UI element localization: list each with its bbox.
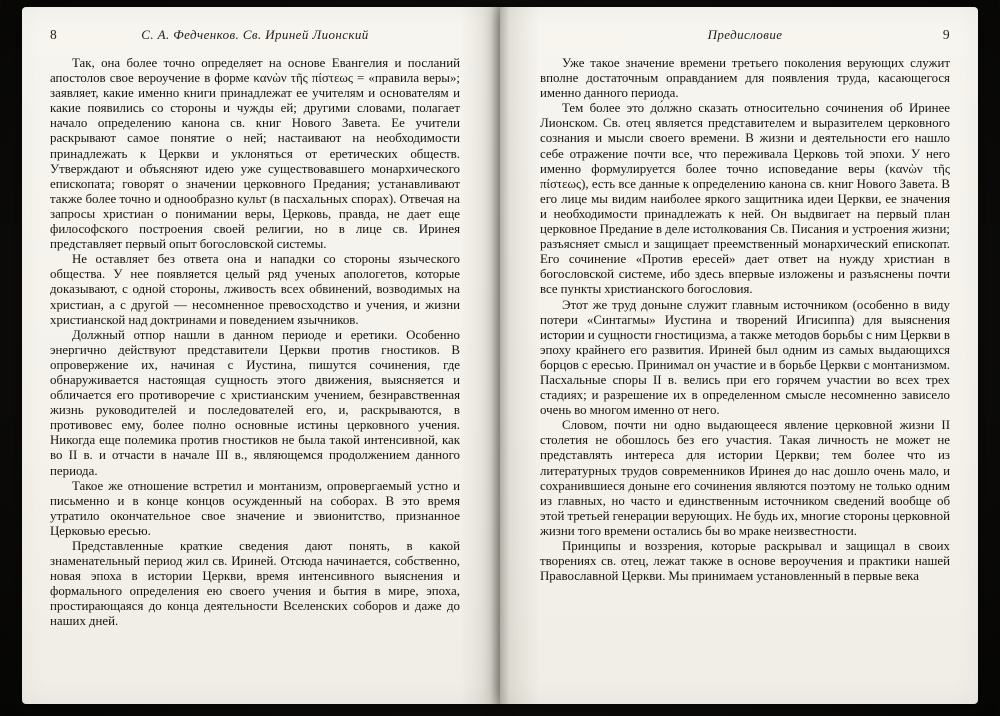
body-text-right	[540, 56, 950, 584]
paragraph: Тем более это до́лжно сказать относительно сочинения об Иринее Лионском. Св. отец является представителем и выразителем церковного сознания и мысли своего времени. В жизни и деятельности его нашло себе отражение почти все, что переживала Церковь той эпохи. У него именно формулируется более точно исповедание веры (κανὼν τῆς πίστεως), есть все данные к определению канона св. книг Нового Завета. В его лице мы видим наиболее яркого защитника идеи Церкви, ее значения и необходимости принадлежать к ней. Он выдвигает на первый план церковное Предание в деле истолкования Св. Писания и устроения жизни; разъясняет смысл и защищает преемственный монархический епископат. Его сочинение «Против ересей» дает ответ на нужду христиан в богословской системе, ибо здесь впервые изложены и разъяснены почти все пункты христианского богословия.	[540, 101, 950, 297]
running-header-title-left: С. А. Федченков. Св. Ириней Лионский	[141, 27, 369, 42]
page-number-left: 8	[50, 27, 58, 42]
page-left-content	[50, 27, 460, 686]
paragraph: Не оставляет без ответа она и нападки со стороны языческого общества. У нее появляется целый ряд ученых апологетов, которые доказывают, с одной стороны, лживость всех обвинений, возводимых на христиан, а с другой — несомненное превосходство и учения, и жизни христианской над доктринами и поведением язычников.	[50, 252, 460, 327]
paragraph: Этот же труд доныне служит главным источником (особенно в виду потери «Синтагмы» Иустина и творений Игисиппа) для выяснения истории и сущности гностицизма, а также методов борьбы с ним Церкви в эпоху крайнего его развития. Ириней был одним из самых выдающихся борцов с ересью. Принимал он участие и в борьбе Церкви с монтанизмом. Пасхальные споры II в. велись при его горячем участии во всех трех стадиях; и разрешение их в определенном смысле несомненно зависело очень во многом именно от него.	[540, 297, 950, 418]
paragraph: Уже такое значение времени третьего поколения верующих служит вполне достаточным оправданием для появления труда, касающегося именно данного периода.	[540, 56, 950, 101]
running-head-right	[540, 27, 950, 43]
paragraph: Словом, почти ни одно выдающееся явление церковной жизни II столетия не обошлось без его участия. Такая личность не может не представлять интереса для истории Церкви; тем более что из литературных трудов современников Иринея до нас дошло очень мало, и сохранившиеся доныне его сочинения являются поэтому не только одним из главных, но часто и единственным источником сведений вообще об этой третьей генерации верующих. Не будь их, многие стороны церковной жизни того времени остались бы во мраке неизвестности.	[540, 418, 950, 538]
page-left	[22, 7, 500, 704]
paragraph: Должный отпор нашли в данном периоде и еретики. Особенно энергично действуют представители Церкви против гностиков. В опровержение их, начиная с Иустина, пишутся сочинения, где обнаруживается настоящая сущность этого движения, выясняется и обличается его противоречие с христианским учением, безнравственная жизнь руководителей и последователей его, и, раскрываются, в противовес ему, более полно основные истины церковного учения. Никогда еще полемика против гностиков не была такой интенсивной, как во II в. и отчасти в начале III в., являющемся продолжением данного периода.	[50, 327, 460, 478]
book-spread	[22, 7, 978, 704]
page-number-right: 9	[942, 27, 950, 42]
running-head-left	[50, 27, 460, 43]
paragraph: Представленные краткие сведения дают понять, в какой знаменательный период жил св. Ириней. Отсюда начинается, собственно, новая эпоха в истории Церкви, время интенсивного выяснения и формального определения ею своего учения и бытия в мире, эпоха, простирающаяся до конца деятельности Вселенских соборов и даже до наших дней.	[50, 539, 460, 629]
paragraph: Такое же отношение встретил и монтанизм, опровергаемый устно и письменно и в конце концов осужденный на соборах. В это время утратило окончательное свое значение и эвионитство, признанное Церковью ересью.	[50, 478, 460, 538]
paragraph: Так, она более точно определяет на основе Евангелия и посланий апостолов свое вероучение в форме κανὼν τῆς πίστεως = «правила веры»; заявляет, какие именно книги принадлежат ее учителям и основателям и какие появились со стороны и чужды ей; другими словами, полагает начало определению канона св. книг Нового Завета. Ее учители раскрывают самое понятие о ней; настаивают на необходимости принадлежать к Церкви и уклоняться от еретических обществ. Утверждают и объясняют идею уже существовавшего монархического епископата; говорят о значении церковного Предания; устанавливают также более точно и однообразно культ (в пасхальных спорах). Отвечая на запросы христиан о понимании веры, Церковь, правда, не дает еще философского построения своей религии, но в лице св. Иринея представляет первый опыт богословской системы.	[50, 56, 460, 252]
page-right	[500, 7, 978, 704]
paragraph: Принципы и воззрения, которые раскрывал и защищал в своих творениях св. отец, лежат также в основе вероучения и практики нашей Православной Церкви. Мы принимаем установленный в первые века	[540, 539, 950, 584]
running-header-title-right: Предисловие	[707, 27, 783, 42]
page-right-content	[540, 27, 950, 686]
body-text-left	[50, 56, 460, 630]
